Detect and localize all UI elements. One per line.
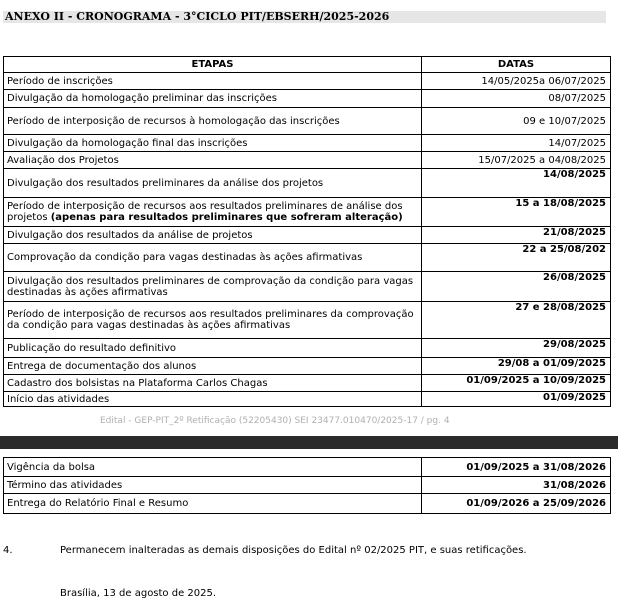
header-stages: ETAPAS (4, 57, 422, 73)
stage-cell: Divulgação dos resultados preliminares da análise dos projetos (4, 169, 422, 198)
table-row (4, 108, 611, 135)
table-row (4, 339, 611, 358)
table-row (4, 272, 611, 302)
date-cell: 29/08/2025 (422, 339, 611, 358)
date-cell: 01/09/2025 a 10/09/2025 (422, 375, 611, 392)
annex-title-bar (3, 11, 606, 23)
header-dates: DATAS (422, 57, 611, 73)
stage-cell: Publicação do resultado definitivo (4, 339, 422, 358)
date-cell: 31/08/2026 (422, 477, 611, 494)
table-row (4, 73, 611, 90)
table-row (4, 302, 611, 339)
stage-cell: Período de interposição de recursos aos resultados preliminares da comprovação da condição para vagas destinadas às ações afirmativas (4, 302, 422, 339)
stage-cell: Entrega de documentação dos alunos (4, 358, 422, 375)
date-cell: 29/08 a 01/09/2025 (422, 358, 611, 375)
date-cell: 21/08/2025 (422, 227, 611, 244)
stage-cell: Divulgação da homologação preliminar das inscrições (4, 90, 422, 108)
date-cell: 09 e 10/07/2025 (422, 108, 611, 135)
stage-cell: Início das atividades (4, 392, 422, 407)
signoff: Brasília, 13 de agosto de 2025. (60, 588, 217, 599)
table-row (4, 169, 611, 198)
stage-cell: Período de inscrições (4, 73, 422, 90)
date-cell: 08/07/2025 (422, 90, 611, 108)
table-row (4, 198, 611, 227)
stage-cell: Avaliação dos Projetos (4, 152, 422, 169)
date-cell: 26/08/2025 (422, 272, 611, 302)
page-break (0, 436, 618, 449)
stage-cell: Divulgação da homologação final das inscrições (4, 135, 422, 152)
table-row (4, 135, 611, 152)
stage-cell (4, 198, 422, 227)
sei-watermark: Edital - GEP-PIT_2º Retificação (52205430) SEI 23477.010470/2025-17 / pg. 4 (100, 416, 450, 426)
stage-cell: Período de interposição de recursos à homologação das inscrições (4, 108, 422, 135)
stage-cell: Cadastro dos bolsistas na Plataforma Carlos Chagas (4, 375, 422, 392)
date-cell: 22 a 25/08/202 (422, 244, 611, 272)
date-cell: 01/09/2025 (422, 392, 611, 407)
table-row (4, 477, 611, 494)
schedule-table (3, 56, 611, 407)
table-row (4, 494, 611, 514)
paragraph-text: Permanecem inalteradas as demais disposições do Edital nº 02/2025 PIT, e suas retificações. (60, 545, 527, 556)
stage-cell: Divulgação dos resultados preliminares de comprovação da condição para vagas destinadas às ações afirmativas (4, 272, 422, 302)
table-row (4, 375, 611, 392)
date-cell: 14/08/2025 (422, 169, 611, 198)
date-cell: 14/07/2025 (422, 135, 611, 152)
paragraph-number: 4. (3, 545, 13, 556)
table-row (4, 392, 611, 407)
date-cell: 15/07/2025 a 04/08/2025 (422, 152, 611, 169)
stage-cell: Divulgação dos resultados da análise de projetos (4, 227, 422, 244)
table-row (4, 152, 611, 169)
table-header-row (4, 57, 611, 73)
date-cell: 15 a 18/08/2025 (422, 198, 611, 227)
stage-cell: Comprovação da condição para vagas destinadas às ações afirmativas (4, 244, 422, 272)
stage-emphasis: (apenas para resultados preliminares que sofreram alteração) (50, 212, 403, 223)
table-row (4, 244, 611, 272)
annex-title: ANEXO II - CRONOGRAMA - 3°CICLO PIT/EBSERH/2025-2026 (5, 10, 390, 23)
stage-cell: Término das atividades (4, 477, 422, 494)
stage-text: Período de interposição de recursos aos resultados preliminares de análise dos projetos (7, 201, 403, 223)
stage-cell: Entrega do Relatório Final e Resumo (4, 494, 422, 514)
stage-cell: Vigência da bolsa (4, 458, 422, 477)
date-cell: 14/05/2025a 06/07/2025 (422, 73, 611, 90)
date-cell: 27 e 28/08/2025 (422, 302, 611, 339)
schedule-table-continued (3, 457, 611, 514)
table-row (4, 90, 611, 108)
table-row (4, 458, 611, 477)
table-row (4, 358, 611, 375)
date-cell: 01/09/2026 a 25/09/2026 (422, 494, 611, 514)
table-row (4, 227, 611, 244)
date-cell: 01/09/2025 a 31/08/2026 (422, 458, 611, 477)
